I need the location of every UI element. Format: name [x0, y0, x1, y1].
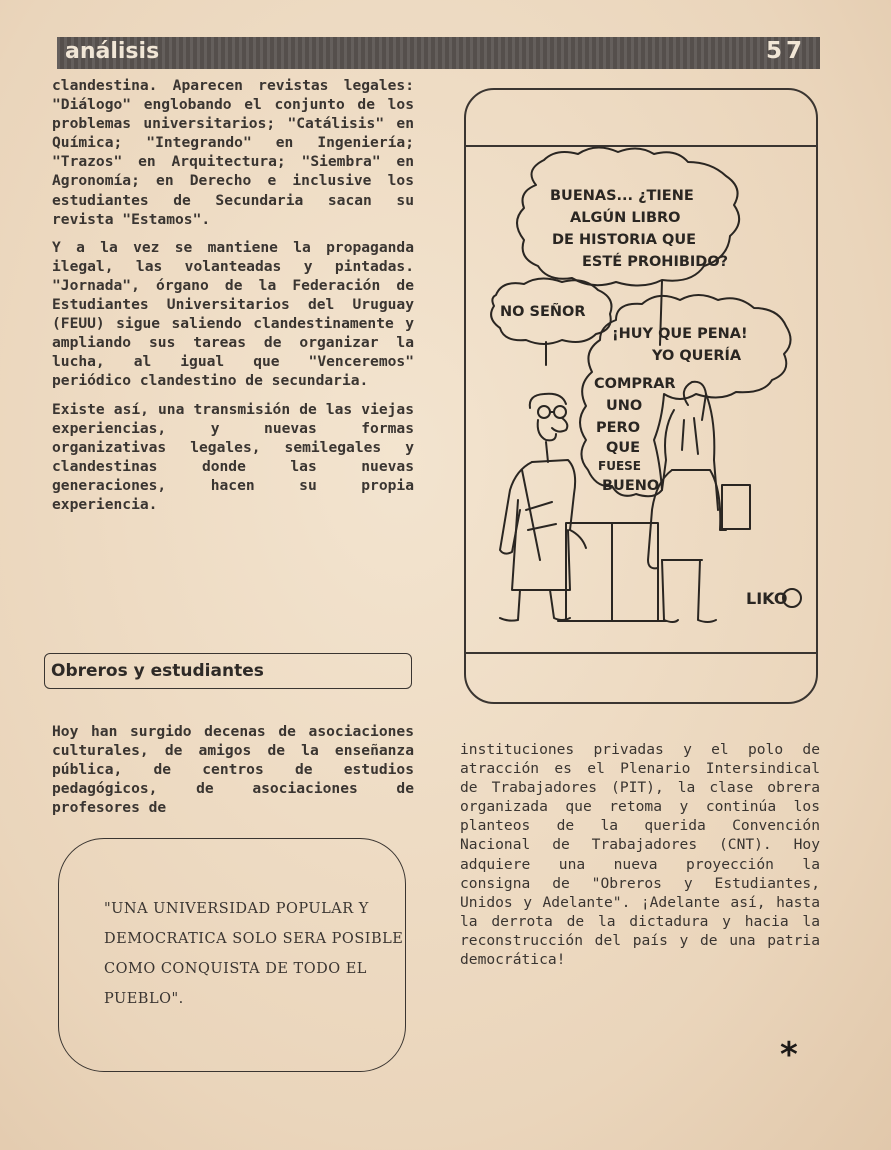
paragraph: clandestina. Aparecen revistas legales: "Diálogo" englobando el conjunto de los problemas universitarios; "Catálisis" en Química; "Integrando" en Ingeniería; "Trazos" en Arquitectura; "Siembra" en Agronomía; en Derecho e inclusive los estudiantes de Secundaria sacan su revista "Estamos".	[52, 77, 414, 228]
bubble-3-line-2: YO QUERÍA	[652, 348, 742, 364]
bubble-3-line-1: ¡HUY QUE PENA!	[612, 326, 748, 342]
cartoon-illustration	[466, 90, 816, 702]
section-name: análisis	[65, 39, 160, 64]
bookseller-figure	[500, 394, 586, 621]
bubble-3-line-3: COMPRAR	[594, 376, 676, 392]
artist-signature: LIKO	[746, 589, 788, 608]
bubble-3-line-7: FUESE	[598, 459, 641, 473]
header-bar	[57, 37, 820, 69]
subheading-text: Obreros y estudiantes	[51, 661, 264, 681]
bubble-1-line-4: ESTÉ PROHIBIDO?	[582, 254, 729, 270]
customer-figure	[648, 382, 750, 622]
bubble-3-line-6: QUE	[606, 440, 641, 456]
left-column	[52, 76, 414, 523]
section-subheading	[44, 653, 412, 689]
cartoon-frame	[464, 88, 818, 704]
page-number: 57	[765, 38, 806, 64]
bubble-2-line-1: NO SEÑOR	[500, 304, 586, 320]
bubble-3-line-4: UNO	[606, 398, 643, 414]
bubble-1-line-2: ALGÚN LIBRO	[570, 210, 681, 226]
end-of-article-mark: *	[780, 1035, 798, 1075]
right-column	[460, 740, 820, 978]
bubble-1-line-3: DE HISTORIA QUE	[552, 232, 697, 248]
paragraph: instituciones privadas y el polo de atracción es el Plenario Intersindical de Trabajadores (PIT), la clase obrera organizada que retoma y continúa los planteos de la querida Convención Nacional de Trabajadores (CNT). Hoy adquiere una nueva proyección la consigna de "Obreros y Estudiantes, Unidos y Adelante". ¡Adelante así, hasta la derrota de la dictadura y hacia la reconstrucción del país y de una patria democrática!	[460, 741, 820, 969]
left-column-lower	[52, 722, 414, 826]
bubble-3-line-5: PERO	[596, 420, 641, 436]
paragraph: Hoy han surgido decenas de asociaciones culturales, de amigos de la enseñanza pública, de centros de estudios pedagógicos, de asociaciones de profesores de	[52, 723, 414, 817]
pull-quote-box	[58, 838, 406, 1072]
bubble-3-line-8: BUENO	[602, 478, 660, 494]
paragraph: Existe así, una transmisión de las viejas experiencias, y nuevas formas organizativas legales, semilegales y clandestinas donde las nuevas generaciones, hacen su propia experiencia.	[52, 400, 414, 513]
paragraph: Y a la vez se mantiene la propaganda ilegal, las volanteadas y pintadas. "Jornada", órgano de la Federación de Estudiantes Universitarios del Uruguay (FEUU) sigue saliendo clandestinamente y ampliando sus tareas de organizar la lucha, al igual que "Venceremos" periódico clandestino de secundaria.	[52, 238, 414, 390]
pull-quote: "UNA UNIVERSIDAD POPULAR Y DEMOCRATICA SOLO SERA POSIBLE COMO CONQUISTA DE TODO EL PUEBLO".	[104, 901, 404, 1007]
bubble-1-line-1: BUENAS... ¿TIENE	[550, 188, 694, 204]
